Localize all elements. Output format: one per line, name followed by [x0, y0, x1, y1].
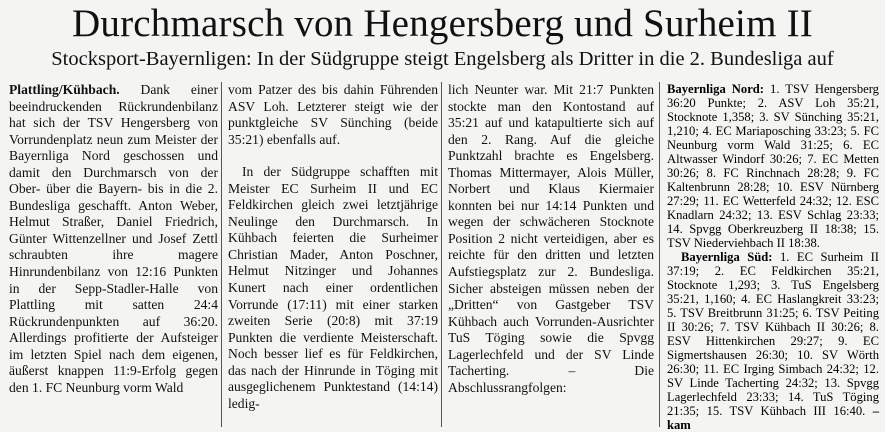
standings-north-label: Bayernliga Nord: — [667, 82, 764, 96]
standings-north-text: 1. TSV Hengersberg 36:20 Punkte; 2. ASV Loh 35:21, Stocknote 1,358; 3. SV Sünching 35:21, 1,210; 4. EC Mariaposching 33:23; 5. FC Neunburg vorm Wald 31:25; 6. EC Altwasser Windorf 30:26; 7. EC Metten 30:26; 8. FC Rinchnach 28:28; 9. FC Kaltenbrunn 28:28; 10. ESV Nürnberg 27:29; 11. EC Wetterfeld 24:32; 12. ESC Knadlarn 24:32; 13. ESV Schlag 23:33; 14. Spvgg Oberkreuzberg II 18:38; 15. TSV Niederviehbach II 18:38. — [667, 82, 879, 250]
headline: Durchmarsch von Hengersberg und Surheim II — [72, 2, 813, 45]
article-column-1 — [9, 82, 218, 396]
standings-south-label: Bayernliga Süd: — [681, 250, 773, 264]
column-divider — [659, 82, 660, 427]
article-paragraph: In der Südgruppe schafften mit Meister EC Surheim II und EC Feldkirchen gleich zwei letztjährige Neulinge den Durchmarsch. In Kühbach feierten die Surheimer Christian Mader, Anton Poschner, Helmut Nitzinger und Johannes Kunert nach einer ordentlichen Vorrunde (17:11) mit einer starken zweiten Serie (20:8) mit 37:19 Punkten die verdiente Meisterschaft. Noch besser lief es für Feldkirchen, das nach der Hinrunde in Töging mit ausgeglichenem Punktestand (14:14) ledig- — [228, 164, 438, 411]
subheadline: Stocksport-Bayernligen: In der Südgruppe steigt Engelsberg als Dritter in die 2. Bundesliga auf — [51, 48, 834, 70]
article-paragraph: vom Patzer des bis dahin Führenden ASV Loh. Letzterer steigt wie der punktgleiche SV Sünching (beide 35:21) ebenfalls auf. — [228, 82, 438, 147]
standings-column — [667, 82, 879, 432]
column-divider — [221, 82, 222, 427]
article-paragraph: lich Neunter war. Mit 21:7 Punkten stockte man den Kontostand auf 35:21 auf und katapultierte sich auf den 2. Rang. Auf die gleiche Punktzahl brachte es Engelsberg. Thomas Mittermayer, Alois Müller, Norbert und Klaus Kiermaier konnten bei nur 14:14 Punkten und wegen der schwächeren Stocknote Position 2 nicht verteidigen, aber es reichte für den dritten und letzten Aufstiegsplatz zur 2. Bundesliga. Sicher absteigen müssen neben der „Dritten“ von Gastgeber TSV Kühbach auch Vorrunden-Ausrichter TuS Töging sowie die Spvgg Lagerlechfeld und der SV Linde Tacherting. – Die Abschlussrangfolgen: — [448, 82, 654, 395]
article-column-3 — [448, 82, 654, 396]
article-text: Dank einer beeindruckenden Rückrundenbilanz hat sich der TSV Hengersberg von Vorrundenplatz neun zum Meister der Bayernliga Nord geschossen und damit den Durchmarsch von der Ober- über die Bayern- bis in die 2. Bundesliga geschafft. Anton Weber, Helmut Straßer, Daniel Friedrich, Günter Wittenzellner und Josef Zettl schraubten ihre magere Hinrundenbilanz von 12:16 Punkten in der Sepp-Stadler-Halle von Plattling mit satten 24:4 Rückrundenpunkten auf 36:20. Allerdings profitierte der Aufsteiger im letzten Spiel nach dem eigenen, äußerst knappen 11:9-Erfolg gegen den 1. FC Neunburg vorm Wald — [9, 82, 218, 395]
standings-north — [667, 82, 879, 250]
standings-south — [667, 250, 879, 432]
column-divider — [441, 82, 442, 427]
author-signature: – kam — [667, 404, 879, 432]
article-column-2 — [228, 82, 438, 412]
article-paragraph — [9, 82, 218, 396]
dateline: Plattling/Kühbach. — [9, 82, 120, 97]
standings-south-text: 1. EC Surheim II 37:19; 2. EC Feldkirchen 35:21, Stocknote 1,293; 3. TuS Engelsberg 35:21, 1,160; 4. EC Haslangkreit 33:23; 5. TSV Breitbrunn 31:25; 6. TSV Peiting II 30:26; 7. TSV Kühbach II 30:26; 8. ESV Hittenkirchen 29:27; 9. EC Sigmertshausen 26:30; 10. SV Wörth 26:30; 11. EC Irging Simbach 24:32; 12. SV Linde Tacherting 24:32; 13. Spvgg Lagerlechfeld 23:33; 14. TuS Töging 21:35; 15. TSV Kühbach III 16:40. — [667, 250, 880, 418]
